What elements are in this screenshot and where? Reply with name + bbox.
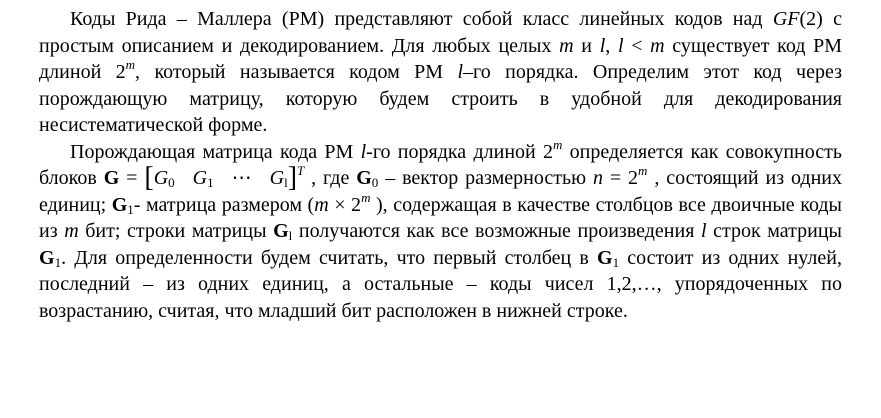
text-run: l [360, 140, 367, 163]
text-run: m [559, 34, 574, 57]
text-run: l [288, 228, 293, 243]
paragraph-1 [39, 6, 842, 139]
text-run: , который называется кодом РМ [135, 61, 458, 83]
text-run: строк матрицы [706, 220, 842, 242]
text-run: , [605, 34, 618, 57]
text-run: Порождающая матрица кода РМ [70, 140, 361, 163]
text-run: G [269, 167, 285, 189]
text-run: m [125, 57, 136, 72]
text-run: × 2 [328, 193, 362, 216]
text-run: получаются как все возможные произведения [292, 220, 701, 242]
text-run: m [553, 136, 563, 152]
text-run: – вектор размерностью [378, 167, 593, 189]
text-run: –го порядка. Определим этот код через порождающую матрицу, которую будем строить в удобной для декодирования несистематической форме. [39, 61, 842, 136]
text-run: 1 [612, 254, 620, 270]
text-run: m [314, 193, 329, 216]
text-run: состоит из одних нулей, последний – из одних единиц, а остальные – коды чисел 1,2,…, упорядоченных по возрастанию, считая, что младший бит расположен в нижней строке. [39, 246, 842, 322]
text-run: - матрица размером ( [133, 193, 315, 216]
text-run: l [617, 34, 624, 57]
text-run: < [623, 34, 651, 57]
text-run: ] [287, 162, 298, 193]
text-run: , состоящий из одних единиц; [39, 167, 843, 216]
body-text [39, 6, 842, 324]
text-run: m [361, 189, 371, 205]
text-run: , где [304, 167, 357, 189]
text-run: l [284, 175, 288, 190]
text-run: n [592, 167, 603, 189]
text-run: G [356, 167, 372, 189]
text-run: 1 [127, 201, 134, 217]
text-run: = [119, 167, 145, 189]
text-run: ⋯ [231, 167, 252, 189]
text-run: GF [772, 8, 800, 30]
text-run: G [111, 193, 128, 216]
text-run: G [597, 246, 613, 269]
text-run: G [192, 167, 208, 189]
text-run: G [39, 246, 55, 269]
text-run: [ [144, 162, 154, 193]
text-run: . Для определенности будем считать, что первый столбец в [61, 246, 598, 269]
text-run: 0 [371, 175, 379, 190]
text-run: бит; строки матрицы [78, 220, 274, 242]
text-run: 1 [54, 254, 62, 270]
text-run: T [297, 163, 305, 178]
text-run: m [650, 34, 665, 57]
text-run: определяется как совокупность блоков [39, 140, 842, 189]
text-run: и [573, 34, 600, 57]
text-run: 1 [207, 175, 214, 190]
text-run: m [638, 163, 648, 178]
text-run: l [457, 61, 464, 83]
text-run: (2) с простым описанием и декодированием. Для любых целых [39, 8, 842, 57]
text-run: G [273, 220, 289, 242]
text-run: Коды Рида – Маллера (РМ) представляют собой класс линейных кодов над [70, 8, 773, 30]
text-run: l [599, 34, 606, 57]
text-run: G [103, 167, 120, 189]
text-run: G [153, 167, 169, 189]
text-run: m [64, 220, 79, 242]
text-run: существует код РМ длиной 2 [39, 34, 843, 83]
text-run: l [701, 220, 707, 242]
text-run: -го порядка длиной 2 [366, 140, 553, 163]
text-run: 0 [168, 175, 175, 190]
paragraph-2 [39, 136, 843, 325]
text-run: ), содержащая в качестве столбцов все двоичные коды из [39, 193, 842, 242]
text-run: = 2 [602, 167, 639, 189]
